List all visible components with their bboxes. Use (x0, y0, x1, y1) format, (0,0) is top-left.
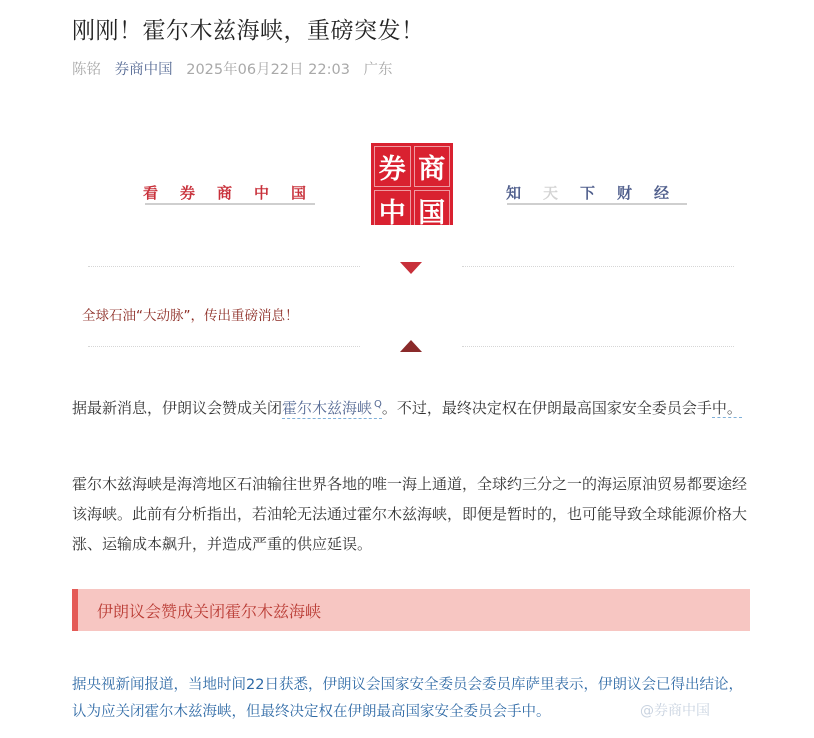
keyword-text: 霍尔木兹海峡 (282, 399, 373, 417)
author-name: 陈铭 (72, 62, 101, 78)
article-title: 刚刚！霍尔木兹海峡，重磅突发！ (72, 18, 425, 44)
banner-char: 国 (291, 184, 307, 202)
publish-datetime: 2025年06月22日 22:03 (186, 62, 350, 78)
watermark: @券商中国 (640, 703, 710, 719)
paragraph-text: 中。 (711, 399, 742, 417)
summary-quote: 全球石油“大动脉”，传出重磅消息！ (82, 308, 299, 324)
banner-slogan-left (143, 182, 328, 203)
divider-dotted (462, 266, 734, 267)
keyword-search-link[interactable] (282, 399, 382, 419)
brand-logo (371, 143, 453, 229)
divider-dotted (462, 346, 734, 347)
triangle-down-icon (400, 262, 422, 274)
section-title: 伊朗议会赞成关闭霍尔木兹海峡 (97, 602, 322, 621)
banner-slogan-right (506, 182, 691, 203)
triangle-up-icon (400, 340, 422, 352)
banner-char: 经 (654, 184, 670, 202)
publish-location: 广东 (363, 62, 393, 78)
paragraph-text: 。不过，最终决定权在伊朗最高国家安全委员会手 (381, 399, 712, 417)
logo-char: 中 (374, 190, 411, 231)
banner-char: 知 (506, 184, 522, 202)
banner-underline-left (145, 203, 315, 205)
banner-underline-right (507, 203, 687, 205)
paragraph-text: 据最新消息，伊朗议会赞成关闭 (72, 399, 283, 417)
paragraph-1 (72, 390, 752, 423)
source-account-link[interactable]: 券商中国 (114, 62, 173, 78)
logo-char: 国 (414, 190, 451, 231)
divider-dotted (88, 266, 360, 267)
section-heading (72, 589, 750, 631)
logo-char: 券 (374, 146, 411, 187)
paragraph-2: 霍尔木兹海峡是海湾地区石油输往世界各地的唯一海上通道，全球约三分之一的海运原油贸易都要途经该海峡。此前有分析指出，若油轮无法通过霍尔木兹海峡，即便是暂时的，也可能导致全球能源价格大涨、运输成本飙升，并造成严重的供应延误。 (72, 475, 748, 553)
article-meta (72, 58, 402, 79)
banner-char: 天 (543, 184, 559, 202)
banner-char: 下 (580, 184, 596, 202)
banner-char: 中 (254, 184, 270, 202)
logo-char: 商 (414, 146, 451, 187)
paragraph-3: 据央视新闻报道，当地时间22日获悉，伊朗议会国家安全委员会委员库萨里表示，伊朗议会已得出结论，认为应关闭霍尔木兹海峡，但最终决定权在伊朗最高国家安全委员会手中。 (72, 677, 743, 720)
search-icon: Q (374, 399, 382, 410)
banner-char: 看 (143, 184, 159, 202)
banner-char: 券 (180, 184, 196, 202)
banner-char: 财 (617, 184, 633, 202)
banner-char: 商 (217, 184, 233, 202)
divider-dotted (88, 346, 360, 347)
